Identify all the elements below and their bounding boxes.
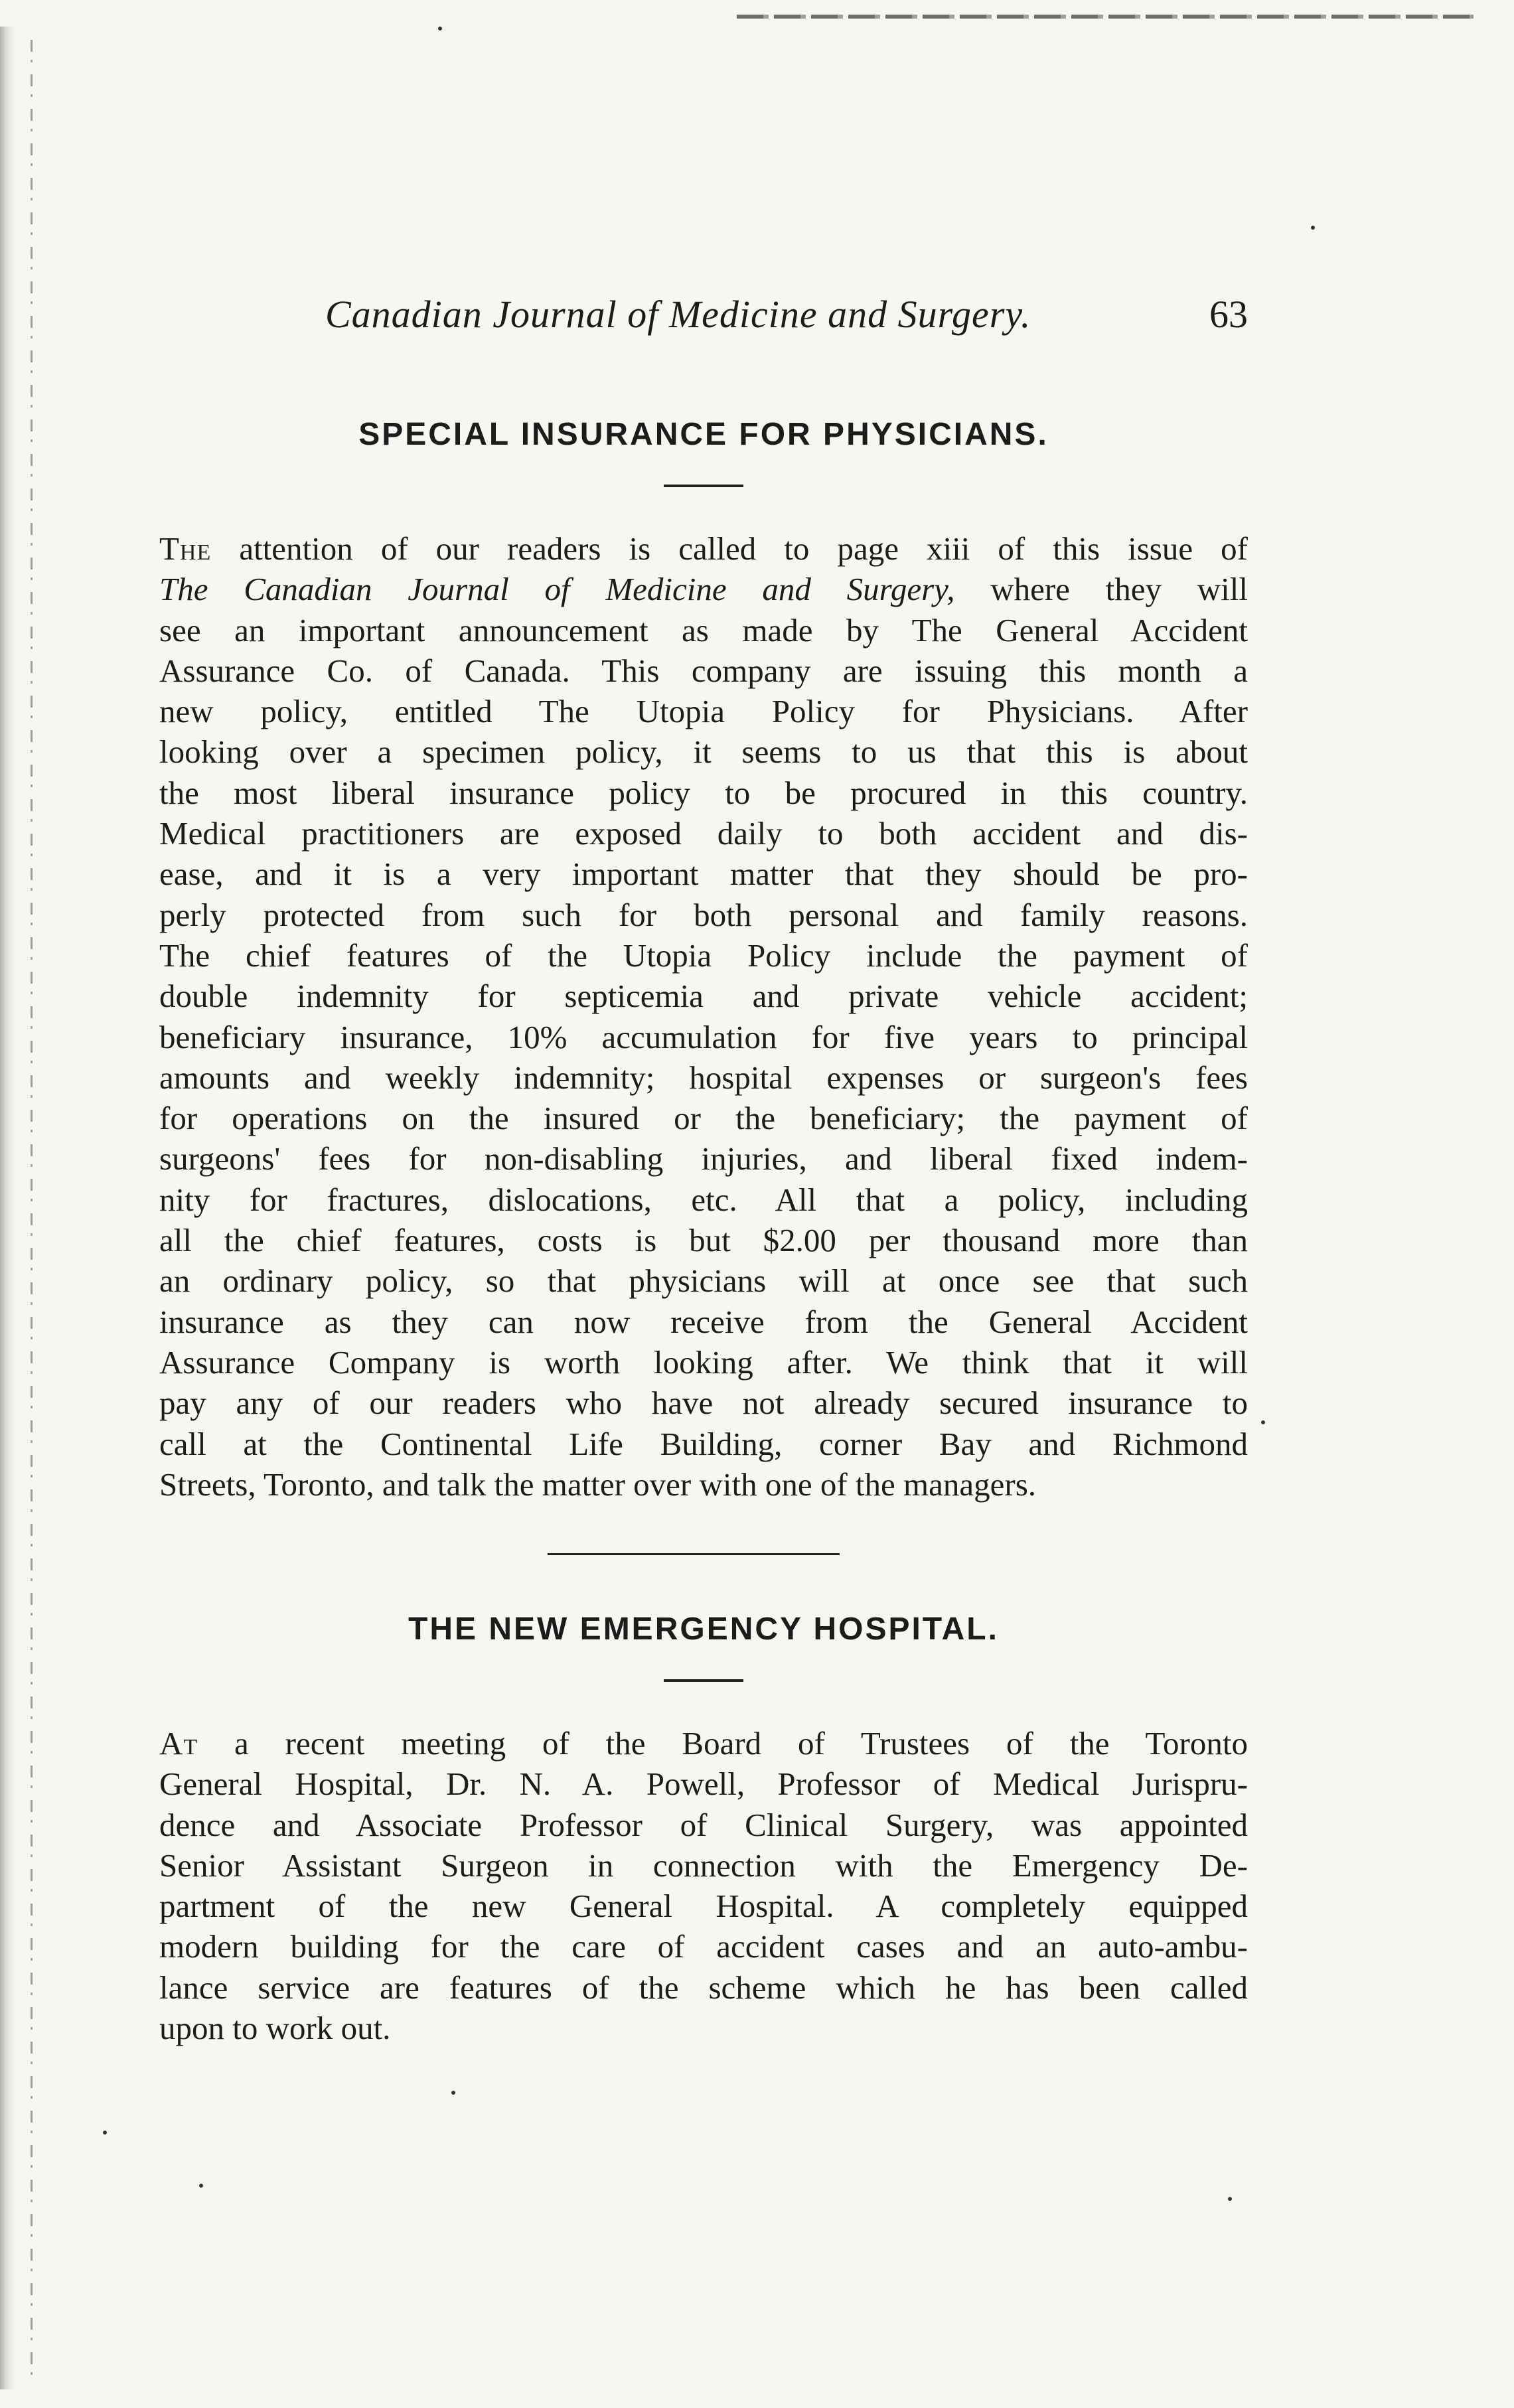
running-head: [159, 292, 1248, 345]
text-line: The attention of our readers is called to page xiii of this issue of: [159, 530, 1248, 567]
heading-rule: [664, 485, 743, 487]
text-line: beneficiary insurance, 10% accumulation for five years to principal: [159, 1018, 1248, 1055]
text-line: for operations on the insured or the beneficiary; the payment of: [159, 1100, 1248, 1137]
text-line: ease, and it is a very important matter that they should be pro-: [159, 856, 1248, 893]
text-line: see an important announcement as made by The General Accident: [159, 611, 1248, 648]
text-line: new policy, entitled The Utopia Policy for Physicians. After: [159, 693, 1248, 730]
article-body: [159, 528, 1248, 1505]
heading-rule: [664, 1679, 743, 1682]
text-line: all the chief features, costs is but $2.00 per thousand more than: [159, 1222, 1248, 1259]
article-emergency-hospital: [159, 1606, 1248, 2048]
text-line: upon to work out.: [159, 2010, 391, 2047]
text-line: the most liberal insurance policy to be procured in this country.: [159, 774, 1248, 811]
text-line: Assurance Company is worth looking after. We think that it will: [159, 1343, 1248, 1381]
journal-title: Canadian Journal of Medicine and Surgery.: [325, 293, 1031, 336]
text-line: looking over a specimen policy, it seems to us that this is about: [159, 733, 1248, 771]
text-line: pay any of our readers who have not already secured insurance to: [159, 1385, 1248, 1422]
text-line: Streets, Toronto, and talk the matter over with one of the managers.: [159, 1466, 1037, 1503]
scan-speck: [1311, 226, 1315, 230]
text-line: modern building for the care of accident cases and an auto-ambu-: [159, 1928, 1248, 1965]
text-line: an ordinary policy, so that physicians will at once see that such: [159, 1262, 1248, 1300]
text-line: Assurance Co. of Canada. This company are issuing this month a: [159, 652, 1248, 689]
binding-edge-line: [31, 40, 33, 2376]
journal-name-emphasis: The Canadian Journal of Medicine and Surgery,: [159, 571, 955, 608]
article-heading: SPECIAL INSURANCE FOR PHYSICIANS.: [358, 417, 1049, 452]
scan-speck: [451, 2091, 455, 2095]
article-heading: THE NEW EMERGENCY HOSPITAL.: [408, 1612, 999, 1647]
scan-speck: [1261, 1420, 1265, 1424]
text-line: Medical practitioners are exposed daily to both accident and dis-: [159, 815, 1248, 852]
text-line: surgeons' fees for non-disabling injuries, and liberal fixed indem-: [159, 1140, 1248, 1177]
page-number: 63: [1209, 293, 1248, 336]
scan-speck: [438, 27, 442, 31]
lead-word: The: [159, 530, 212, 567]
article-special-insurance: [159, 412, 1248, 1505]
scan-speck: [199, 2184, 203, 2188]
text-line: lance service are features of the scheme which he has been called: [159, 1969, 1248, 2006]
text-line: perly protected from such for both personal and family reasons.: [159, 896, 1248, 933]
binding-shadow: [0, 27, 15, 2389]
text-line: call at the Continental Life Building, corner Bay and Richmond: [159, 1425, 1248, 1462]
text-line: The chief features of the Utopia Policy include the payment of: [159, 937, 1248, 974]
text-line: double indemnity for septicemia and private vehicle accident;: [159, 978, 1248, 1015]
section-divider: [548, 1553, 840, 1555]
text-line: insurance as they can now receive from the General Accident: [159, 1303, 1248, 1340]
text-line: dence and Associate Professor of Clinical Surgery, was appointed: [159, 1806, 1248, 1843]
text-line: amounts and weekly indemnity; hospital expenses or surgeon's fees: [159, 1059, 1248, 1096]
scan-speck: [1228, 2197, 1232, 2201]
scan-speck: [103, 2131, 107, 2135]
text-line: General Hospital, Dr. N. A. Powell, Professor of Medical Jurispru-: [159, 1766, 1248, 1803]
lead-word: At: [159, 1725, 198, 1762]
text-line: nity for fractures, dislocations, etc. All that a policy, including: [159, 1181, 1248, 1218]
text-line: [159, 569, 1248, 609]
line-tail: where they will: [954, 571, 1248, 608]
text-line: Senior Assistant Surgeon in connection with the Emergency De-: [159, 1846, 1248, 1884]
text-line: partment of the new General Hospital. A completely equipped: [159, 1888, 1248, 1925]
text-line: At a recent meeting of the Board of Trustees of the Toronto: [159, 1725, 1248, 1762]
top-edge-artifact: [737, 15, 1474, 19]
article-body: [159, 1723, 1248, 2048]
